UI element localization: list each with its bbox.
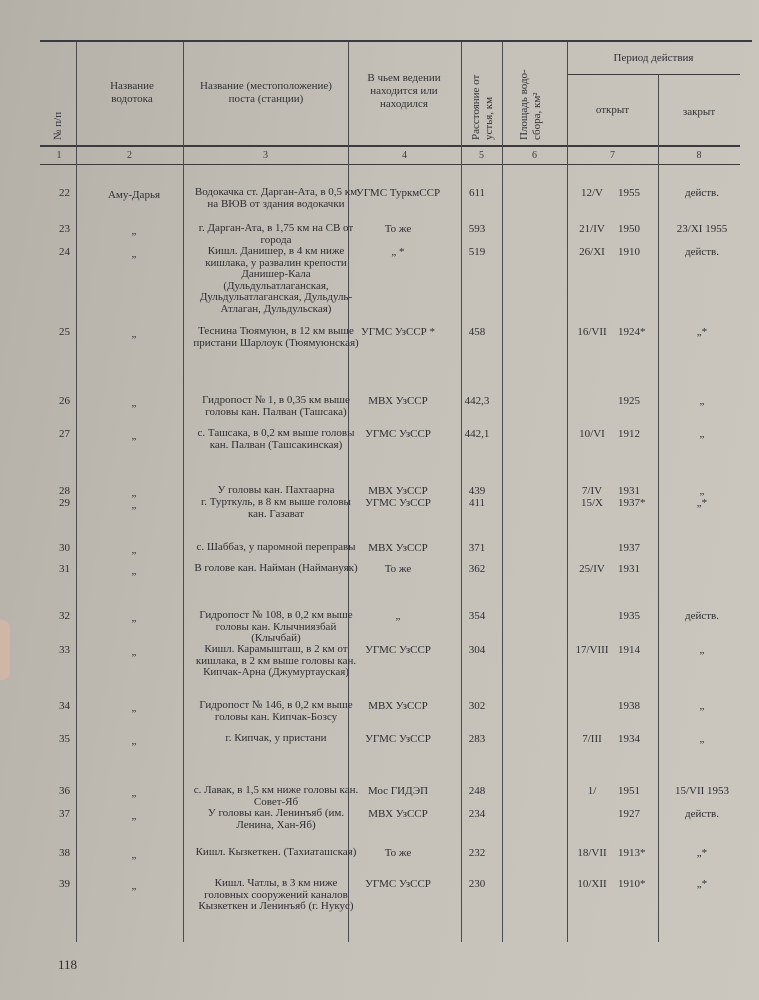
col-number: 8: [696, 150, 702, 161]
col-divider: [567, 42, 568, 942]
post-name: Водокачка ст. Дарган-Ата, в 0,5 км на ВЮВ от здания водокачки: [194, 186, 358, 210]
header-post: Название (местоположение) поста (станции): [200, 80, 332, 105]
open-date: 10/VI: [579, 428, 605, 440]
post-name: Теснина Тюямуюн, в 12 км выше пристани Шарлоук (Тюямуюнская): [193, 325, 359, 349]
top-rule: [40, 40, 752, 42]
post-name: Гидропост № 146, в 0,2 км выше головы кан. Кипчак-Бозсу: [199, 699, 353, 723]
open-date: 16/VII: [577, 326, 607, 338]
open-year: 1937*: [618, 497, 646, 509]
open-date: 21/IV: [579, 223, 605, 235]
organization: МВХ УзССР: [368, 808, 428, 820]
closed-status: „: [699, 700, 705, 712]
organization: Мос ГИДЭП: [367, 785, 429, 797]
organization: МВХ УзССР: [368, 395, 428, 407]
post-name: Гидропост № 108, в 0,2 км выше головы кан. Клычниязбай (Клычбай): [199, 609, 353, 644]
col-number: 5: [479, 150, 484, 161]
closed-status: 23/XI 1955: [676, 223, 728, 235]
header-opened: открыт: [595, 104, 630, 116]
post-name: Кишл. Данишер, в 4 км ниже кишлака, у развалин крепости Данишер-Кала (Дульдульатлаганская, Дульдульатлаганская, Дульдуль-Атлаган, Дульдульская): [199, 245, 353, 315]
row-number: 25: [59, 326, 70, 338]
closed-status: 15/VII 1953: [674, 785, 730, 797]
organization: То же: [384, 847, 412, 859]
river-name: „: [131, 702, 137, 714]
distance: 411: [468, 497, 486, 509]
period-rule: [567, 74, 740, 75]
organization: МВХ УзССР: [368, 700, 428, 712]
col-divider: [183, 42, 184, 942]
open-year: 1913*: [618, 847, 646, 859]
open-year: 1910: [618, 246, 640, 258]
header-closed: закрыт: [682, 106, 716, 118]
open-date: 1/: [587, 785, 597, 797]
open-date: 7/IV: [581, 485, 603, 497]
row-number: 27: [59, 428, 70, 440]
open-year: 1934: [618, 733, 640, 745]
colnum-rule: [40, 164, 740, 165]
open-date: 25/IV: [579, 563, 605, 575]
river-name: „: [131, 544, 137, 556]
distance: 232: [468, 847, 486, 859]
distance: 234: [468, 808, 486, 820]
open-year: 1925: [618, 395, 640, 407]
open-year: 1912: [618, 428, 640, 440]
river-name: „: [131, 225, 137, 237]
closed-status: „: [699, 395, 705, 407]
open-year: 1950: [618, 223, 640, 235]
open-year: 1931: [618, 563, 640, 575]
post-name: Кишл. Кызкеткен. (Тахиаташская): [195, 846, 357, 858]
open-date: 12/V: [581, 187, 603, 199]
open-year: 1955: [618, 187, 640, 199]
header-dist: Расстояние от устья, км: [470, 74, 495, 140]
distance: 442,3: [464, 395, 490, 407]
distance: 439: [468, 485, 486, 497]
open-year: 1914: [618, 644, 640, 656]
open-date: 17/VIII: [575, 644, 609, 656]
organization: УГМС УзССР: [365, 497, 431, 509]
distance: 519: [468, 246, 486, 258]
header-river: Название водотока: [110, 80, 154, 105]
row-number: 35: [59, 733, 70, 745]
col-number: 7: [610, 150, 615, 161]
col-divider: [502, 42, 503, 942]
river-name: „: [131, 880, 137, 892]
distance: 458: [468, 326, 486, 338]
col-divider: [658, 75, 659, 942]
col-number: 6: [532, 150, 537, 161]
open-date: 18/VII: [577, 847, 607, 859]
organization: УГМС УзССР *: [360, 326, 436, 338]
row-number: 24: [59, 246, 70, 258]
river-name: „: [131, 810, 137, 822]
post-name: с. Лавак, в 1,5 км ниже головы кан. Совет-Яб: [193, 784, 359, 808]
organization: МВХ УзССР: [368, 542, 428, 554]
river-name: „: [131, 735, 137, 747]
row-number: 29: [59, 497, 70, 509]
finger-edge: [0, 620, 10, 680]
post-name: В голове кан. Найман (Наймануяк): [194, 562, 358, 574]
river-name: „: [131, 397, 137, 409]
distance: 371: [468, 542, 486, 554]
distance: 593: [468, 223, 486, 235]
open-date: 15/X: [581, 497, 603, 509]
row-number: 38: [59, 847, 70, 859]
row-number: 36: [59, 785, 70, 797]
open-year: 1935: [618, 610, 640, 622]
row-number: 33: [59, 644, 70, 656]
post-name: Кишл. Чатлы, в 3 км ниже головных сооружений каналов Кызкеткен и Ленинъяб (г. Нукус): [198, 877, 354, 912]
header-no: № п/п: [52, 111, 64, 140]
open-year: 1938: [618, 700, 640, 712]
distance: 304: [468, 644, 486, 656]
post-name: У головы кан. Ленинъяб (им. Ленина, Хан-Яб): [207, 807, 345, 831]
open-year: 1931: [618, 485, 640, 497]
river-name: „: [131, 499, 137, 511]
col-divider: [76, 42, 77, 942]
row-number: 28: [59, 485, 70, 497]
col-number: 3: [263, 150, 268, 161]
open-year: 1910*: [618, 878, 646, 890]
post-name: Гидропост № 1, в 0,35 км выше головы кан. Палван (Ташсака): [202, 394, 350, 418]
open-year: 1924*: [618, 326, 646, 338]
open-date: 26/XI: [579, 246, 605, 258]
closed-status: „*: [696, 878, 708, 890]
row-number: 39: [59, 878, 70, 890]
row-number: 37: [59, 808, 70, 820]
open-date: 7/III: [582, 733, 602, 745]
distance: 283: [468, 733, 486, 745]
organization: УГМС УзССР: [365, 428, 431, 440]
river-name: „: [131, 849, 137, 861]
post-name: г. Турткуль, в 8 км выше головы кан. Газават: [201, 496, 351, 520]
river-name: „: [131, 565, 137, 577]
closed-status: „: [699, 733, 705, 745]
closed-status: действ.: [685, 808, 719, 820]
organization: То же: [384, 223, 412, 235]
col-number: 1: [56, 150, 62, 161]
organization: УГМС УзССР: [365, 644, 431, 656]
col-number: 4: [402, 150, 407, 161]
organization: МВХ УзССР: [368, 485, 428, 497]
row-number: 31: [59, 563, 70, 575]
row-number: 34: [59, 700, 70, 712]
distance: 611: [468, 187, 486, 199]
row-number: 26: [59, 395, 70, 407]
closed-status: действ.: [685, 610, 719, 622]
river-name: Аму-Дарья: [107, 189, 161, 201]
closed-status: „: [699, 485, 705, 497]
distance: 354: [468, 610, 486, 622]
header-area: Площадь водо- сбора, км²: [518, 69, 543, 140]
page-number: 118: [58, 957, 78, 972]
post-name: с. Шаббаз, у паромной переправы: [196, 541, 356, 553]
open-date: 10/XII: [577, 878, 607, 890]
open-year: 1951: [618, 785, 640, 797]
open-year: 1937: [618, 542, 640, 554]
closed-status: „*: [696, 497, 708, 509]
open-year: 1927: [618, 808, 640, 820]
header-period: Период действия: [613, 52, 694, 64]
row-number: 30: [59, 542, 70, 554]
row-number: 23: [59, 223, 70, 235]
distance: 230: [468, 878, 486, 890]
organization: УГМС УзССР: [365, 878, 431, 890]
header-rule: [40, 145, 740, 147]
closed-status: „*: [696, 847, 708, 859]
closed-status: действ.: [685, 246, 719, 258]
closed-status: действ.: [685, 187, 719, 199]
river-name: „: [131, 787, 137, 799]
post-name: У головы кан. Пахтаарна: [217, 484, 335, 496]
river-name: „: [131, 328, 137, 340]
organization: „ *: [391, 246, 405, 258]
closed-status: „*: [696, 326, 708, 338]
post-name: г. Кипчак, у пристани: [225, 732, 327, 744]
distance: 302: [468, 700, 486, 712]
river-name: „: [131, 430, 137, 442]
closed-status: „: [699, 644, 705, 656]
header-org: В чьем ведении находится или находился: [367, 72, 441, 110]
river-name: „: [131, 487, 137, 499]
river-name: „: [131, 248, 137, 260]
distance: 362: [468, 563, 486, 575]
organization: УГМС УзССР: [365, 733, 431, 745]
post-name: г. Дарган-Ата, в 1,75 км на СВ от города: [198, 222, 354, 246]
river-name: „: [131, 646, 137, 658]
closed-status: „: [699, 428, 705, 440]
distance: 248: [468, 785, 486, 797]
post-name: с. Ташсака, в 0,2 км выше головы кан. Палван (Ташсакинская): [197, 427, 355, 451]
post-name: Кишл. Карамышташ, в 2 км от кишлака, в 2 км выше головы кан. Кипчак-Арна (Джумуртауская): [195, 643, 357, 678]
row-number: 32: [59, 610, 70, 622]
organization: То же: [384, 563, 412, 575]
col-number: 2: [127, 150, 132, 161]
distance: 442,1: [464, 428, 490, 440]
organization: УГМС ТуркмССР: [355, 187, 441, 199]
row-number: 22: [59, 187, 70, 199]
organization: „: [395, 610, 401, 622]
river-name: „: [131, 612, 137, 624]
